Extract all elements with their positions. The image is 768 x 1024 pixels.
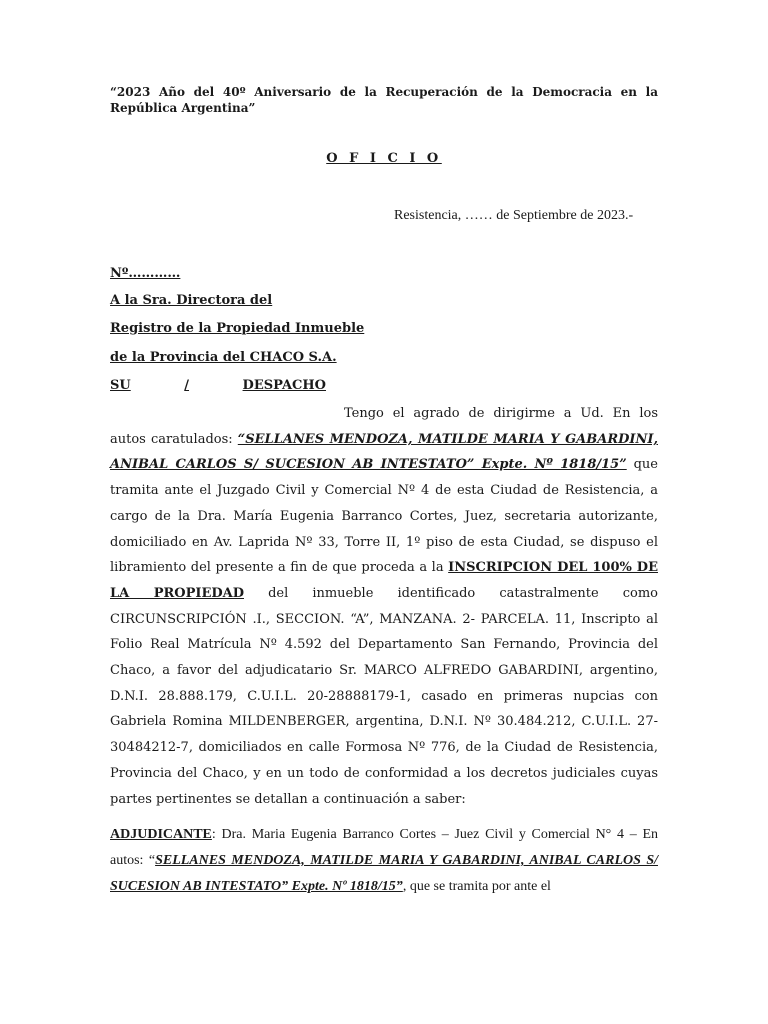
adjudicante-label: ADJUDICANTE — [110, 827, 212, 842]
su-label: SU — [110, 378, 131, 393]
adjudicante-text-1: : Dra. Maria Eugenia Barranco Cortes – Juez Civil y Comercial N° 4 – En autos: “ — [110, 827, 658, 868]
recipient-line-3: de la Provincia del CHACO S.A. — [110, 350, 337, 365]
adjudicante-text-2: , que se tramita por ante el — [402, 879, 551, 894]
body-mid: que tramita ante el Juzgado Civil y Comercial Nº 4 de esta Ciudad de Resistencia, a cargo de la Dra. María Eugenia Barranco Cortes, Juez, secretaria autorizante, domiciliado en Av. Laprida Nº 33, Torre II, 1º piso de esta Ciudad, se dispuso el libramiento del presente a fin de que proceda a la — [110, 457, 659, 576]
body-tail: del inmueble identificado catastralmente como CIRCUNSCRIPCIÓN .I., SECCION. “A”, MANZANA. 2- PARCELA. 11, Inscripto al Folio Real Matrícula Nº 4.592 del Departamento San Fernando, Provincia del Chaco, a favor del adjudicatario Sr. MARCO ALFREDO GABARDINI, argentino, D.N.I. 28.888.179, C.U.I.L. 20-28888179-1, casado en primeras nupcias con Gabriela Romina MILDENBERGER, argentina, D.N.I. Nº 30.484.212, C.U.I.L. 27-30484212-7, domiciliados en calle Formosa Nº 776, de la Ciudad de Resistencia, Provincia del Chaco, y en un todo de conformidad a los decretos judiciales cuyas partes pertinentes se detallan a continuación a saber: — [110, 585, 658, 807]
recipient-line-1: A la Sra. Directora del — [110, 293, 273, 308]
body-lead: Tengo el agrado de dirigirme a Ud. En los autos caratulados: — [110, 406, 658, 447]
adjudicante-case-caption: SELLANES MENDOZA, MATILDE MARIA Y GABARDINI, ANIBAL CARLOS S/ SUCESION AB INTESTATO” Expte. Nº 1818/15” — [110, 853, 658, 894]
body-paragraph — [110, 401, 658, 812]
oficio-number: Nº………… — [110, 266, 181, 281]
recipient-line-2: Registro de la Propiedad Inmueble — [110, 321, 365, 336]
slash-label: / — [184, 378, 190, 393]
case-caption: “SELLANES MENDOZA, MATILDE MARIA Y GABARDINI, ANIBAL CARLOS S/ SUCESION AB INTESTATO” Expte. Nº 1818/15” — [110, 431, 658, 473]
adjudicante-paragraph — [110, 822, 658, 900]
date-line: Resistencia, …… de Septiembre de 2023.- — [394, 208, 634, 223]
header-motto: “2023 Año del 40º Aniversario de la Recuperación de la Democracia en la República Argentina” — [110, 85, 658, 115]
inscripcion-emphasis: INSCRIPCION DEL 100% DE LA PROPIEDAD — [110, 560, 658, 601]
su-despacho-line — [110, 377, 326, 395]
document-title: O F I C I O — [326, 151, 442, 166]
despacho-label: DESPACHO — [242, 378, 326, 393]
